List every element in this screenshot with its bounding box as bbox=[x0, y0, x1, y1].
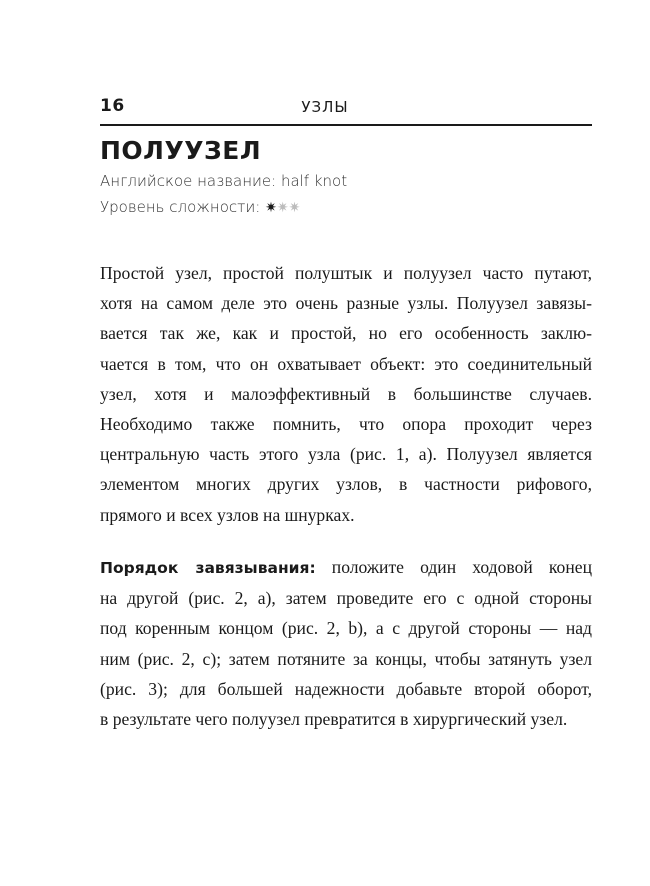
paragraph-instructions bbox=[100, 552, 592, 734]
difficulty-stars bbox=[265, 198, 300, 216]
text-line: Необходимо также помнить, что опора проходит через bbox=[100, 414, 592, 435]
text-line: под коренным концом (рис. 2, b), а с другой стороны — над bbox=[100, 618, 592, 639]
text-line: (рис. 3); для большей надежности добавьте второй оборот, bbox=[100, 678, 592, 699]
difficulty-row bbox=[100, 198, 300, 216]
difficulty-label: Уровень сложности: bbox=[100, 198, 261, 216]
text-line: прямого и всех узлов на шнурках. bbox=[100, 504, 355, 525]
text-line: чается в том, что он охватывает объект: это соединительный bbox=[100, 353, 592, 374]
text-line: хотя на самом деле это очень разные узлы. Полуузел завязы- bbox=[100, 293, 592, 314]
text-line bbox=[100, 552, 592, 583]
text-line: узел, хотя и малоэффективный в большинстве случаев. bbox=[100, 383, 592, 404]
star-empty-icon: ✷ bbox=[276, 200, 289, 216]
running-head: УЗЛЫ bbox=[301, 98, 349, 116]
text-line: ним (рис. 2, с); затем потяните за концы, чтобы затянуть узел bbox=[100, 648, 592, 669]
text-fragment: положите один ходовой конец bbox=[315, 557, 592, 577]
english-name: Английское название: half knot bbox=[100, 172, 348, 190]
text-line: вается так же, как и простой, но его особенность заклю- bbox=[100, 323, 592, 344]
text-line: в результате чего полуузел превратится в хирургический узел. bbox=[100, 709, 568, 730]
star-filled-icon: ✷ bbox=[265, 200, 277, 216]
paragraph-intro bbox=[100, 258, 592, 530]
text-line: Простой узел, простой полуштык и полуузел часто путают, bbox=[100, 263, 592, 283]
header-rule bbox=[100, 124, 592, 126]
instructions-lead: Порядок завязывания: bbox=[100, 559, 316, 577]
star-empty-icon: ✷ bbox=[288, 200, 301, 216]
section-title: ПОЛУУЗЕЛ bbox=[100, 136, 262, 165]
text-line: центральную часть этого узла (рис. 1, а). Полуузел является bbox=[100, 444, 592, 465]
text-line: элементом многих других узлов, в частности рифового, bbox=[100, 474, 592, 495]
text-line: на другой (рис. 2, a), затем проведите его с одной стороны bbox=[100, 588, 592, 609]
page-number: 16 bbox=[100, 96, 125, 116]
